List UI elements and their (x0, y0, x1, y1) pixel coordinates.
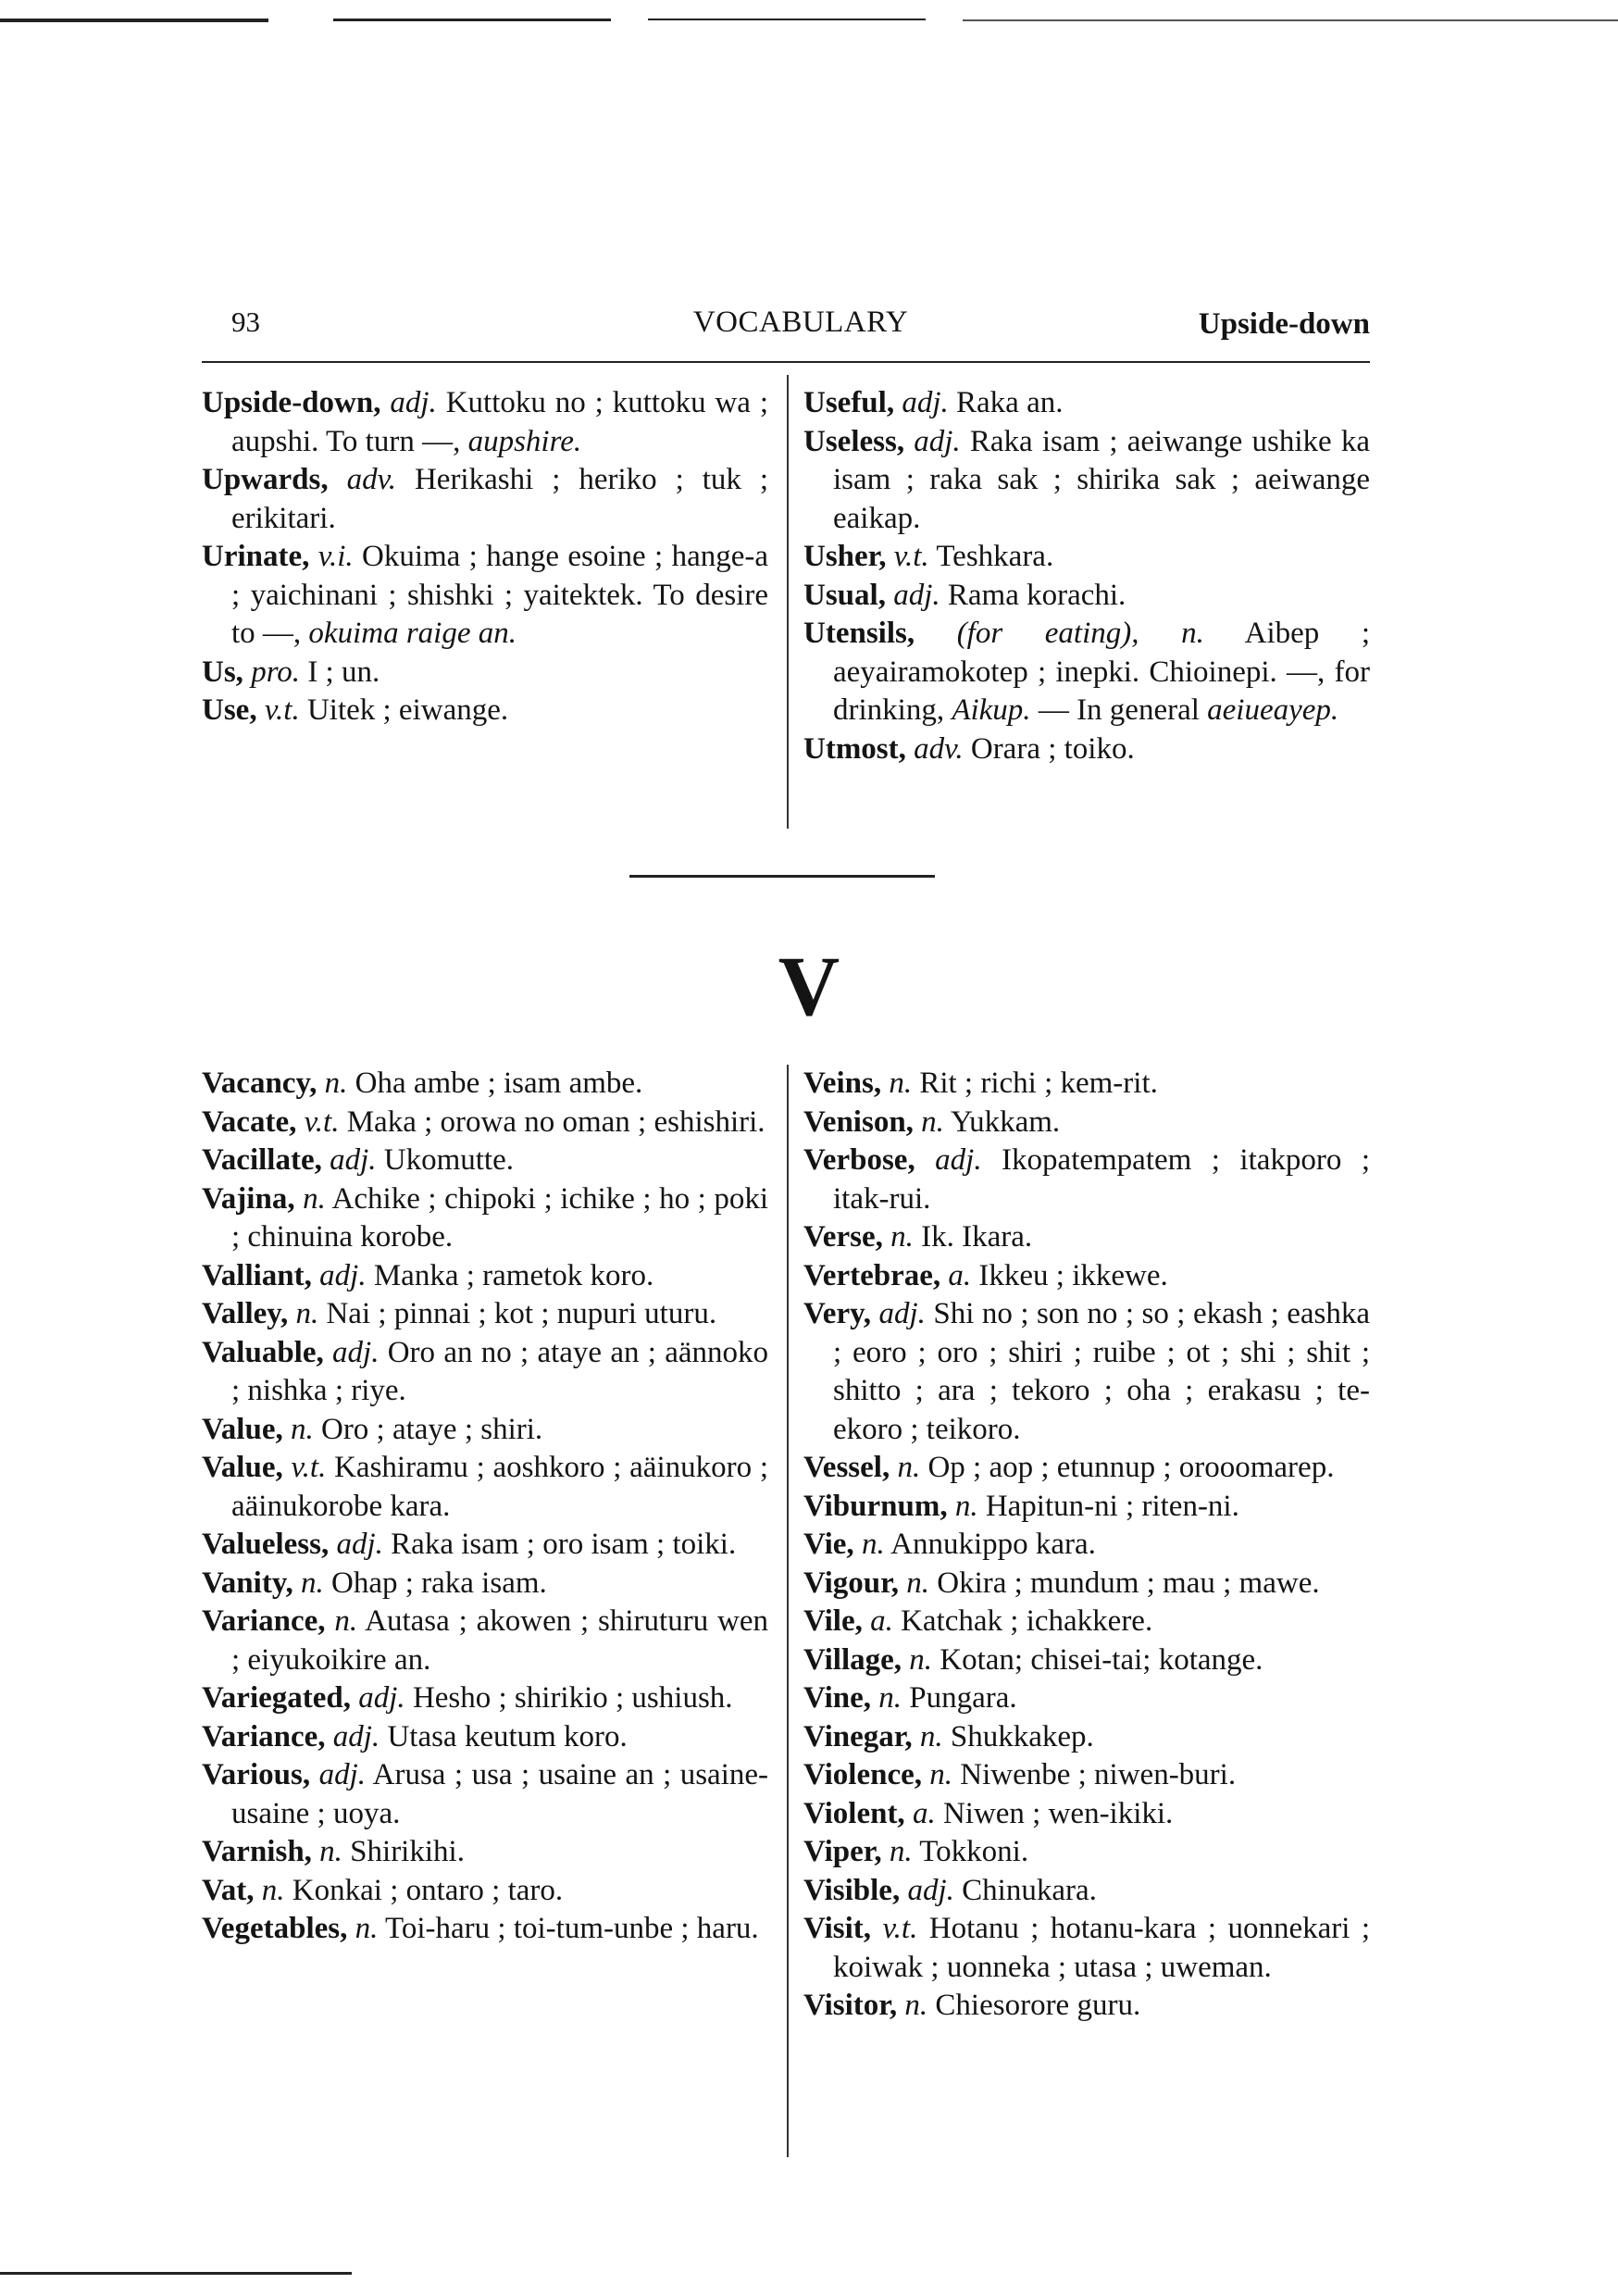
part-of-speech: adj. (902, 386, 949, 419)
part-of-speech: n. (319, 1835, 342, 1868)
dictionary-entry (803, 1142, 1370, 1218)
definition: Op ; aop ; etunnup ; orooomarep. (920, 1451, 1335, 1484)
definition: Oro an no ; ataye an ; aännoko ; nishka ; riye. (231, 1335, 769, 1407)
part-of-speech: pro. (251, 655, 301, 689)
part-of-speech: n. (290, 1412, 314, 1446)
v-right-column (803, 1065, 1370, 2026)
dictionary-entry (202, 654, 768, 693)
v-left-column (202, 1065, 768, 1949)
headword: Vigour, (803, 1566, 899, 1600)
part-of-speech: v.t. (893, 540, 929, 573)
dictionary-entry (803, 1756, 1370, 1795)
part-of-speech: v.t. (304, 1104, 340, 1139)
headword: Urinate, (202, 540, 310, 573)
dictionary-entry (202, 1603, 768, 1679)
dictionary-entry (202, 1295, 768, 1334)
headword: Varnish, (202, 1835, 312, 1868)
headword: Violent, (803, 1796, 905, 1830)
part-of-speech: a. (912, 1796, 936, 1830)
definition: Orara ; toiko. (963, 731, 1135, 766)
definition: Rit ; richi ; kem-rit. (912, 1067, 1158, 1100)
headword: Upside-down, (202, 386, 381, 419)
headword: Various, (202, 1758, 311, 1791)
part-of-speech: adj. (330, 1143, 377, 1177)
headword: Viper, (803, 1835, 882, 1868)
part-of-speech: adj. (332, 1719, 380, 1753)
definition: Hotanu ; hotanu-kara ; uonnekari ; koiwak ; uonneka ; utasa ; uweman. (833, 1912, 1370, 1984)
definition: Oha ambe ; isam ambe. (347, 1067, 643, 1100)
definition: I ; un. (300, 655, 380, 689)
definition: Manka ; rametok koro. (366, 1258, 654, 1292)
definition: Uitek ; eiwange. (299, 693, 509, 727)
part-of-speech: n. (890, 1220, 914, 1254)
headword: Viburnum, (803, 1489, 948, 1523)
header-rule (202, 361, 1370, 363)
definition: Arusa ; usa ; usaine an ; usaine-usaine ; uoya. (231, 1758, 769, 1830)
definition: Herikashi ; heriko ; tuk ; erikitari. (231, 463, 768, 535)
example: Aikup. (952, 693, 1031, 727)
definition: Raka isam ; aeiwange ushike ka isam ; raka sak ; shirika sak ; aeiwange eaikap. (833, 424, 1370, 535)
definition: Konkai ; ontaro ; taro. (284, 1873, 564, 1907)
part-of-speech: n. (897, 1451, 921, 1484)
definition: Yukkam. (943, 1104, 1061, 1139)
dictionary-entry (202, 1142, 768, 1180)
part-of-speech: n. (904, 1989, 928, 2022)
definition: Aibep ; aeyairamokotep ; inepki. Chioinepi. —, for drinking, (833, 617, 1371, 727)
part-of-speech: n. (295, 1297, 319, 1330)
scan-edge-line (648, 19, 926, 20)
part-of-speech: adj. (318, 1758, 366, 1791)
dictionary-entry (803, 1065, 1370, 1104)
definition: Kashiramu ; aoshkoro ; aäinukoro ; aäinukorobe kara. (231, 1451, 769, 1523)
headword: Visitor, (803, 1989, 898, 2022)
definition: Pungara. (902, 1681, 1017, 1715)
part-of-speech: adj. (319, 1258, 367, 1292)
headword: Upwards, (202, 463, 329, 496)
dictionary-entry (803, 1488, 1370, 1527)
dictionary-entry (803, 1833, 1370, 1872)
dictionary-entry (803, 1987, 1370, 2026)
definition: Tokkoni. (912, 1835, 1029, 1868)
part-of-speech: v.i. (317, 540, 354, 573)
part-of-speech: adj. (878, 1297, 926, 1330)
definition: Raka an. (948, 386, 1064, 419)
part-of-speech: adj. (358, 1681, 405, 1715)
headword: Useless, (803, 424, 905, 458)
running-title: VOCABULARY (692, 306, 909, 339)
dictionary-entry (202, 384, 768, 461)
part-of-speech: adj. (893, 578, 940, 612)
headword: Use, (202, 693, 257, 727)
u-left-column (202, 384, 768, 730)
dictionary-entry (803, 1449, 1370, 1488)
dictionary-entry (803, 730, 1370, 769)
headword: Value, (202, 1412, 283, 1446)
scan-edge-line (963, 19, 1618, 21)
dictionary-entry (803, 1679, 1370, 1718)
dictionary-entry (202, 461, 768, 538)
part-of-speech: n. (355, 1912, 379, 1945)
column-rule (787, 1065, 789, 2157)
definition: — In general (1030, 693, 1208, 727)
headword: Very, (803, 1297, 872, 1330)
headword: Us, (202, 655, 243, 689)
definition: Shirikihi. (342, 1835, 465, 1868)
dictionary-entry (803, 1795, 1370, 1834)
dictionary-entry (202, 1565, 768, 1603)
part-of-speech: n. (301, 1566, 324, 1600)
headword: Utensils, (803, 617, 915, 650)
dictionary-entry (202, 1334, 768, 1411)
section-letter: V (778, 939, 840, 1033)
definition: Rama korachi. (940, 578, 1126, 612)
part-of-speech: n. (889, 1835, 913, 1868)
dictionary-entry (202, 1065, 768, 1104)
definition: Katchak ; ichakkere. (892, 1604, 1153, 1638)
definition: Ohap ; raka isam. (323, 1566, 547, 1600)
headword: Value, (202, 1451, 283, 1484)
headword: Usual, (803, 578, 886, 612)
definition: Hapitun-ni ; riten-ni. (977, 1489, 1239, 1523)
headword: Verbose, (803, 1143, 915, 1177)
dictionary-entry (202, 1104, 768, 1142)
headword: Utmost, (803, 731, 906, 766)
headword: Verse, (803, 1220, 883, 1254)
part-of-speech: n. (334, 1604, 358, 1638)
part-of-speech: n. (919, 1719, 943, 1753)
definition: Niwen ; wen-ikiki. (935, 1796, 1174, 1830)
headword: Vacate, (202, 1104, 297, 1139)
part-of-speech: v.t. (882, 1912, 918, 1945)
part-of-speech: v.t. (291, 1451, 327, 1484)
headword: Vacillate, (202, 1143, 322, 1177)
page-number: 93 (231, 306, 260, 338)
part-of-speech: adv. (346, 463, 397, 496)
dictionary-entry (803, 1218, 1370, 1257)
part-of-speech: n. (921, 1104, 944, 1139)
dictionary-entry (202, 1718, 768, 1757)
part-of-speech: n. (303, 1181, 326, 1216)
definition: Achike ; chipoki ; ichike ; ho ; poki ; chinuina korobe. (231, 1181, 769, 1254)
headword: Village, (803, 1642, 902, 1677)
dictionary-entry (803, 423, 1370, 539)
definition: Ikopatempatem ; itakporo ; itak-rui. (833, 1143, 1371, 1216)
headword: Veins, (803, 1067, 882, 1100)
definition: Okira ; mundum ; mau ; mawe. (929, 1566, 1320, 1600)
definition: Kuttoku no ; kuttoku wa ; aupshi. To turn —, (231, 386, 769, 458)
definition: Utasa keutum koro. (380, 1719, 628, 1753)
dictionary-entry (803, 538, 1370, 577)
headword: Usher, (803, 540, 887, 573)
definition: Ik. Ikara. (913, 1220, 1033, 1254)
dictionary-entry (803, 577, 1370, 616)
headword: Vat, (202, 1873, 255, 1907)
definition: Ukomutte. (376, 1143, 514, 1177)
headword: Variance, (202, 1604, 326, 1638)
headword: Variegated, (202, 1681, 352, 1715)
part-of-speech: adj. (390, 386, 437, 419)
headword: Visible, (803, 1873, 901, 1907)
part-of-speech: n. (909, 1642, 933, 1677)
headword: Useful, (803, 386, 895, 419)
definition: Shi no ; son no ; so ; ekash ; eashka ; eoro ; oro ; shiri ; ruibe ; ot ; shi ; shit ; shitto ; ara ; tekoro ; oha ; erakasu ; te-ekoro ; teikoro. (833, 1297, 1370, 1446)
definition: Toi-haru ; toi-tum-unbe ; haru. (378, 1912, 759, 1945)
dictionary-entry (803, 1104, 1370, 1142)
dictionary-entry (202, 1257, 768, 1296)
definition: Nai ; pinnai ; kot ; nupuri uturu. (318, 1297, 717, 1330)
example: aeiueayep. (1207, 693, 1339, 727)
part-of-speech: adj. (907, 1873, 954, 1907)
part-of-speech: adj. (914, 424, 961, 458)
dictionary-entry (202, 1910, 768, 1949)
dictionary-entry (202, 692, 768, 730)
part-of-speech: n. (889, 1067, 913, 1100)
part-of-speech: n. (954, 1489, 978, 1523)
column-rule (787, 375, 789, 829)
part-of-speech: n. (861, 1528, 885, 1561)
dictionary-entry (202, 1756, 768, 1833)
headword: Vegetables, (202, 1912, 348, 1945)
part-of-speech: n. (906, 1566, 929, 1600)
dictionary-entry (202, 1872, 768, 1911)
headword: Vertebrae, (803, 1258, 941, 1292)
dictionary-entry (803, 1872, 1370, 1911)
dictionary-entry (202, 1526, 768, 1565)
dictionary-entry (202, 1180, 768, 1257)
definition: Okuima ; hange esoine ; hange-a ; yaichinani ; shishki ; yaitektek. To desire to —, (231, 540, 769, 650)
headword: Variance, (202, 1719, 326, 1753)
headword: Valliant, (202, 1258, 312, 1292)
definition: Ikkeu ; ikkewe. (971, 1258, 1168, 1292)
dictionary-entry (202, 1679, 768, 1718)
part-of-speech: n. (929, 1758, 952, 1791)
headword: Vajina, (202, 1181, 295, 1216)
definition: Chiesorore guru. (927, 1989, 1141, 2022)
dictionary-entry (202, 538, 768, 654)
part-of-speech: (for eating), n. (956, 617, 1204, 650)
part-of-speech: a. (948, 1258, 972, 1292)
part-of-speech: adj. (935, 1143, 982, 1177)
definition: Maka ; orowa no oman ; eshishiri. (339, 1104, 765, 1139)
definition: Autasa ; akowen ; shiruturu wen ; eiyukoikire an. (231, 1604, 769, 1677)
definition: Raka isam ; oro isam ; toiki. (382, 1528, 737, 1561)
part-of-speech: n. (324, 1067, 348, 1100)
scan-edge-line (0, 19, 268, 22)
headword: Valuable, (202, 1335, 324, 1369)
headword: Vessel, (803, 1451, 890, 1484)
part-of-speech: n. (878, 1681, 902, 1715)
part-of-speech: n. (261, 1873, 285, 1907)
headword: Vinegar, (803, 1719, 913, 1753)
definition: Shukkakep. (942, 1719, 1094, 1753)
dictionary-entry (803, 615, 1370, 730)
example: aupshire. (467, 424, 582, 458)
dictionary-entry (803, 1257, 1370, 1296)
headword: Venison, (803, 1104, 914, 1139)
definition: Hesho ; shirikio ; ushiush. (404, 1681, 733, 1715)
part-of-speech: adj. (332, 1335, 380, 1369)
headword: Vine, (803, 1681, 872, 1715)
dictionary-entry (803, 1641, 1370, 1680)
headword: Violence, (803, 1758, 922, 1791)
definition: Niwenbe ; niwen-buri. (952, 1758, 1237, 1791)
part-of-speech: a. (870, 1604, 893, 1638)
definition: Oro ; ataye ; shiri. (313, 1412, 543, 1446)
headword: Vie, (803, 1528, 854, 1561)
part-of-speech: adj. (336, 1528, 383, 1561)
definition: Teshkara. (928, 540, 1054, 573)
dictionary-entry (202, 1833, 768, 1872)
dictionary-entry (803, 1718, 1370, 1757)
page-header (231, 306, 1370, 361)
guide-word: Upside-down (1198, 307, 1370, 341)
headword: Visit, (803, 1912, 872, 1945)
definition: Annukippo kara. (884, 1528, 1096, 1561)
dictionary-entry (803, 384, 1370, 423)
definition: Chinukara. (953, 1873, 1097, 1907)
example: okuima raige an. (308, 617, 517, 650)
headword: Vanity, (202, 1566, 293, 1600)
headword: Vile, (803, 1604, 863, 1638)
u-right-column (803, 384, 1370, 768)
dictionary-entry (803, 1526, 1370, 1565)
section-rule (629, 875, 935, 878)
dictionary-entry (202, 1411, 768, 1450)
dictionary-entry (803, 1565, 1370, 1603)
scan-edge-line (333, 19, 611, 21)
dictionary-entry (803, 1295, 1370, 1449)
part-of-speech: v.t. (264, 693, 300, 727)
definition: Kotan; chisei-tai; kotange. (932, 1642, 1263, 1677)
part-of-speech: adv. (914, 731, 964, 766)
scan-edge-line (0, 2272, 352, 2275)
headword: Valley, (202, 1297, 289, 1330)
headword: Vacancy, (202, 1067, 317, 1100)
dictionary-entry (202, 1449, 768, 1526)
dictionary-entry (803, 1910, 1370, 1987)
dictionary-entry (803, 1603, 1370, 1641)
headword: Valueless, (202, 1528, 330, 1561)
